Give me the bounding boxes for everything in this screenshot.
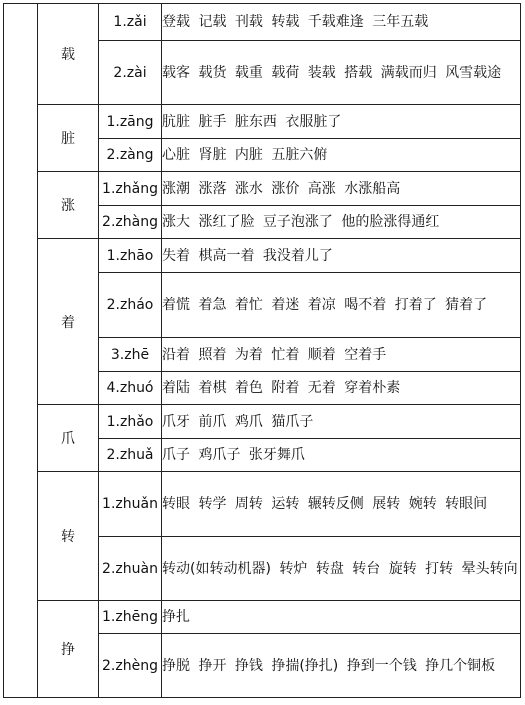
words-cell: 挣扎 — [162, 601, 521, 634]
words-cell: 涨潮 涨落 涨水 涨价 高涨 水涨船高 — [162, 172, 521, 206]
pinyin-cell: 3.zhē — [99, 338, 162, 372]
table-row — [4, 601, 521, 634]
words-cell: 着陆 着棋 着色 附着 无着 穿着朴素 — [162, 372, 521, 405]
pinyin-cell: 1.zhǎng — [99, 172, 162, 206]
pinyin-cell: 2.zhuàn — [99, 537, 162, 601]
polyphonic-table — [3, 3, 521, 698]
words-cell: 爪牙 前爪 鸡爪 猫爪子 — [162, 405, 521, 439]
character-cell: 挣 — [38, 601, 99, 698]
table-row — [4, 405, 521, 439]
pinyin-cell: 2.zhàng — [99, 206, 162, 239]
table-row — [4, 239, 521, 273]
character-cell: 载 — [38, 4, 99, 105]
pinyin-cell: 1.zhāo — [99, 239, 162, 273]
words-cell: 肮脏 脏手 脏东西 衣服脏了 — [162, 105, 521, 139]
character-cell: 着 — [38, 239, 99, 405]
blank-column — [4, 4, 38, 698]
pinyin-cell: 2.zàng — [99, 139, 162, 172]
character-cell: 爪 — [38, 405, 99, 472]
pinyin-cell: 2.zhuǎ — [99, 439, 162, 472]
pinyin-cell: 1.zhǎo — [99, 405, 162, 439]
words-cell: 着慌 着急 着忙 着迷 着凉 喝不着 打着了 猜着了 — [162, 273, 521, 338]
pinyin-cell: 1.zǎi — [99, 4, 162, 41]
table-row — [4, 172, 521, 206]
pinyin-cell: 4.zhuó — [99, 372, 162, 405]
pinyin-cell: 1.zāng — [99, 105, 162, 139]
words-cell: 挣脱 挣开 挣钱 挣揣(挣扎) 挣到一个钱 挣几个铜板 — [162, 634, 521, 698]
words-cell: 爪子 鸡爪子 张牙舞爪 — [162, 439, 521, 472]
words-cell: 转动(如转动机器) 转炉 转盘 转台 旋转 打转 晕头转向 — [162, 537, 521, 601]
words-cell: 涨大 涨红了脸 豆子泡涨了 他的脸涨得通红 — [162, 206, 521, 239]
character-cell: 涨 — [38, 172, 99, 239]
words-cell: 登载 记载 刊载 转载 千载难逢 三年五载 — [162, 4, 521, 41]
words-cell: 心脏 肾脏 内脏 五脏六俯 — [162, 139, 521, 172]
character-cell: 转 — [38, 472, 99, 601]
pinyin-cell: 2.zài — [99, 41, 162, 105]
words-cell: 失着 棋高一着 我没着儿了 — [162, 239, 521, 273]
table-row — [4, 472, 521, 537]
pinyin-cell: 2.zháo — [99, 273, 162, 338]
table-row — [4, 105, 521, 139]
pinyin-cell: 2.zhèng — [99, 634, 162, 698]
table-row — [4, 4, 521, 41]
pinyin-cell: 1.zhēng — [99, 601, 162, 634]
words-cell: 载客 载货 载重 载荷 装载 搭载 满载而归 风雪载途 — [162, 41, 521, 105]
words-cell: 转眼 转学 周转 运转 辗转反侧 展转 婉转 转眼间 — [162, 472, 521, 537]
words-cell: 沿着 照着 为着 忙着 顺着 空着手 — [162, 338, 521, 372]
pinyin-cell: 1.zhuǎn — [99, 472, 162, 537]
character-cell: 脏 — [38, 105, 99, 172]
